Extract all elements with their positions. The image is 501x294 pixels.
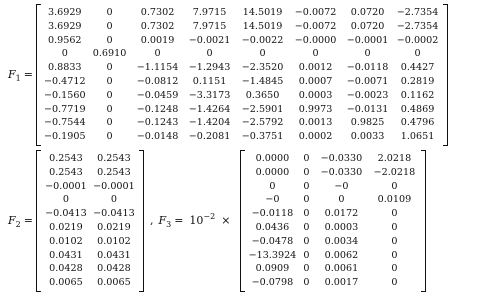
- f1-matrix-cell: −2.3520: [241, 62, 284, 74]
- f1-matrix-cell: 0: [106, 62, 113, 74]
- f2-matrix-cell: 0.0065: [97, 277, 131, 289]
- f1-matrix-cell: 0.0720: [350, 20, 385, 32]
- f1-matrix-cell: −0.0002: [396, 34, 439, 46]
- f1-matrix-cell: 0: [106, 20, 113, 32]
- f1-matrix-cell: −0.0131: [346, 103, 389, 115]
- f3-matrix-row: [246, 248, 420, 262]
- f1-matrix-cell: 0: [312, 48, 319, 60]
- f1-matrix-cell: −2.7354: [396, 7, 439, 19]
- f3-matrix-cell: 0.0062: [324, 249, 359, 261]
- f3-matrix: [240, 150, 426, 292]
- f3-matrix-cell: −0.0798: [251, 277, 294, 289]
- f1-matrix-cell: 0.2819: [400, 76, 435, 87]
- f1-matrix-row: [42, 34, 442, 48]
- f3-matrix-cell: 0.0109: [377, 194, 412, 206]
- f1-matrix-cell: 0.0720: [350, 7, 385, 19]
- f1-matrix-cell: 0.1151: [192, 76, 227, 87]
- f1-matrix-row: [42, 102, 442, 116]
- f1-matrix-cell: −0.4712: [43, 76, 86, 87]
- f2-matrix-row: [42, 262, 138, 276]
- f3-matrix-cell: 0.0000: [255, 166, 290, 178]
- f3-matrix-cell: 0: [338, 194, 345, 206]
- f1-matrix-cell: −1.4264: [188, 103, 231, 115]
- f3-matrix-cell: −0: [334, 180, 349, 192]
- f1-equation: [8, 4, 448, 146]
- f1-matrix-cell: −0.1248: [136, 103, 179, 115]
- f3-matrix-cell: −0.0330: [320, 166, 363, 178]
- f3-matrix-cell: 0: [269, 180, 276, 192]
- f1-matrix-row: [42, 130, 442, 144]
- f1-matrix-cell: 0: [106, 34, 113, 46]
- f1-matrix-cell: 0.9825: [350, 117, 385, 129]
- f1-matrix-cell: 0.0002: [298, 131, 333, 143]
- f2-matrix-row: [42, 193, 138, 207]
- f2-equals: =: [23, 214, 33, 228]
- f3-matrix-cell: 0.0909: [255, 263, 290, 275]
- f1-matrix-row: [42, 75, 442, 89]
- f3-matrix-cell: 2.0218: [377, 153, 412, 165]
- f3-matrix-cell: −0.0330: [320, 153, 363, 165]
- f1-label: $F_1$: [8, 68, 21, 84]
- f1-matrix-cell: 0: [106, 76, 113, 87]
- f1-matrix-cell: −0.0459: [136, 89, 179, 101]
- f2-equation: [8, 150, 426, 292]
- f3-matrix-cell: 0: [303, 249, 310, 261]
- f1-matrix-cell: 0.0003: [298, 89, 333, 101]
- f1-matrix-cell: −1.1154: [136, 62, 179, 74]
- f2-matrix-cell: −0.0413: [45, 208, 87, 220]
- f2-label: $F_2$: [8, 214, 21, 230]
- f3-matrix-cell: 0: [391, 235, 398, 247]
- f1-matrix-cell: 0.0012: [298, 62, 333, 74]
- f1-matrix-cell: −0.0072: [294, 7, 337, 19]
- f2-matrix-row: [42, 166, 138, 180]
- f1-matrix-cell: −0.0072: [294, 20, 337, 32]
- f2-matrix-table: [42, 152, 138, 290]
- f1-matrix-cell: 0.0007: [298, 76, 333, 87]
- f1-matrix-cell: 0.1162: [400, 89, 435, 101]
- f2-matrix-row: [42, 248, 138, 262]
- f3-matrix-cell: 0: [303, 208, 310, 220]
- f1-matrix-cell: 0.7302: [140, 7, 175, 19]
- f1-matrix-cell: −1.4204: [188, 117, 231, 129]
- f2-matrix-row: [42, 152, 138, 166]
- f1-matrix-cell: 14.5019: [242, 7, 283, 19]
- f2-matrix-cell: 0.0431: [97, 249, 131, 261]
- f1-matrix-row: [42, 6, 442, 20]
- f2-matrix: [36, 150, 144, 292]
- f1-matrix-cell: 7.9715: [192, 20, 227, 32]
- f1-matrix-row: [42, 89, 442, 103]
- f1-matrix-cell: −1.2943: [188, 62, 231, 74]
- f1-matrix-cell: −0.0071: [346, 76, 389, 87]
- f3-matrix-cell: 0: [303, 277, 310, 289]
- f1-matrix-cell: −0.0118: [346, 62, 389, 74]
- f3-matrix-cell: 0: [303, 153, 310, 165]
- f3-matrix-cell: −13.3924: [248, 249, 297, 261]
- f3-matrix-row: [246, 152, 420, 166]
- f3-matrix-cell: 0: [303, 166, 310, 178]
- f2-matrix-cell: 0.0431: [49, 249, 83, 261]
- f2-matrix-row: [42, 207, 138, 221]
- f1-matrix-cell: −0.0812: [136, 76, 179, 87]
- f1-matrix-cell: 0.9562: [47, 34, 82, 46]
- f1-matrix-row: [42, 47, 442, 61]
- f2-matrix-cell: 0.0102: [97, 235, 131, 247]
- f3-matrix-cell: 0: [303, 235, 310, 247]
- f3-matrix-cell: 0.0061: [324, 263, 359, 275]
- f3-matrix-cell: −0: [265, 194, 280, 206]
- f1-matrix-cell: 0.9973: [298, 103, 333, 115]
- f2-matrix-row: [42, 276, 138, 290]
- f3-matrix-cell: 0.0003: [324, 222, 359, 233]
- f1-matrix-cell: 0: [106, 89, 113, 101]
- f1-matrix-cell: −0.0023: [346, 89, 389, 101]
- f3-matrix-table: [246, 152, 420, 290]
- f1-matrix-cell: 0.4796: [400, 117, 435, 129]
- f3-matrix-cell: 0.0172: [324, 208, 359, 220]
- f1-matrix-cell: 0.4869: [400, 103, 435, 115]
- f1-matrix-cell: 0: [106, 7, 113, 19]
- f1-matrix-cell: −0.0021: [188, 34, 231, 46]
- f2-matrix-row: [42, 235, 138, 249]
- f2-matrix-cell: 0.2543: [97, 153, 131, 165]
- f3-matrix-cell: 0: [303, 263, 310, 275]
- f1-matrix-cell: 3.6929: [47, 20, 82, 32]
- f1-matrix-cell: −2.5792: [241, 117, 284, 129]
- f3-matrix-cell: 0: [391, 277, 398, 289]
- f1-matrix-cell: 14.5019: [242, 20, 283, 32]
- f1-equals: =: [23, 68, 33, 82]
- f3-matrix-cell: −0.0118: [251, 208, 294, 220]
- f2-matrix-cell: 0.0219: [97, 222, 131, 233]
- f2-matrix-cell: 0.2543: [49, 166, 83, 178]
- f3-matrix-row: [246, 193, 420, 207]
- f1-matrix-cell: 0.0019: [140, 34, 175, 46]
- f3-matrix-row: [246, 180, 420, 194]
- f2-matrix-cell: 0: [110, 194, 117, 206]
- f1-matrix-cell: 0.0013: [298, 117, 333, 129]
- f3-matrix-row: [246, 262, 420, 276]
- f3-matrix-cell: −2.0218: [373, 166, 416, 178]
- f2-matrix-row: [42, 221, 138, 235]
- f1-matrix-cell: 0: [106, 117, 113, 129]
- f1-matrix-cell: 0: [106, 131, 113, 143]
- f1-matrix-cell: −0.0000: [294, 34, 337, 46]
- f3-equals: =: [174, 214, 184, 228]
- f1-matrix-cell: 0: [106, 103, 113, 115]
- f1-matrix-cell: 0.7302: [140, 20, 175, 32]
- f1-matrix-cell: 0.6910: [92, 48, 127, 60]
- f2-matrix-cell: 0.0219: [49, 222, 83, 233]
- f1-matrix-cell: 0: [259, 48, 266, 60]
- f1-matrix-cell: 7.9715: [192, 7, 227, 19]
- f3-matrix-cell: 0: [303, 194, 310, 206]
- f3-matrix-cell: 0: [391, 222, 398, 233]
- f3-matrix-cell: 0: [391, 263, 398, 275]
- f3-matrix-row: [246, 276, 420, 290]
- f1-matrix-cell: −2.5901: [241, 103, 284, 115]
- f1-matrix-cell: −0.1560: [43, 89, 86, 101]
- f3-times: ×: [221, 214, 231, 228]
- f3-matrix-cell: −0.0478: [251, 235, 294, 247]
- f3-matrix-row: [246, 166, 420, 180]
- f1-matrix-cell: 3.6929: [47, 7, 82, 19]
- f1-matrix-cell: 0.0033: [350, 131, 385, 143]
- f3-scale-factor: $10^{-2}$: [189, 212, 216, 228]
- f3-matrix-cell: 0: [391, 208, 398, 220]
- f2-matrix-row: [42, 180, 138, 194]
- f1-matrix-cell: 0: [61, 48, 68, 60]
- f2-matrix-cell: 0.0428: [97, 263, 131, 275]
- f1-matrix-cell: 0.8833: [47, 62, 82, 74]
- f1-matrix-cell: 0: [154, 48, 161, 60]
- f3-matrix-row: [246, 235, 420, 249]
- f2-matrix-cell: −0.0413: [93, 208, 135, 220]
- f2-matrix-cell: −0.0001: [45, 180, 87, 192]
- f2-matrix-cell: 0.0065: [49, 277, 83, 289]
- f1-matrix-table: [42, 6, 442, 144]
- f3-matrix-cell: 0: [303, 180, 310, 192]
- f2-matrix-cell: 0.2543: [97, 166, 131, 178]
- f1-matrix-cell: −2.7354: [396, 20, 439, 32]
- f1-matrix-cell: 0: [206, 48, 213, 60]
- f1-matrix-cell: −0.2081: [188, 131, 231, 143]
- f1-matrix-cell: 1.0651: [400, 131, 435, 143]
- f1-matrix-row: [42, 116, 442, 130]
- f3-label: $F_3$: [158, 214, 172, 230]
- f2-matrix-cell: 0: [62, 194, 69, 206]
- f1-matrix: [36, 4, 448, 146]
- f1-matrix-row: [42, 61, 442, 75]
- f1-matrix-row: [42, 20, 442, 34]
- f3-matrix-row: [246, 221, 420, 235]
- f1-matrix-cell: 0: [364, 48, 371, 60]
- f2-matrix-cell: 0.0428: [49, 263, 83, 275]
- f1-matrix-cell: −1.4845: [241, 76, 284, 87]
- f1-matrix-cell: −0.7719: [43, 103, 86, 115]
- f1-matrix-cell: 0.3650: [245, 89, 280, 101]
- matrix-separator: ,: [149, 214, 154, 228]
- f3-matrix-cell: 0.0436: [255, 222, 290, 233]
- f3-matrix-row: [246, 207, 420, 221]
- f1-matrix-cell: 0: [414, 48, 421, 60]
- f1-matrix-cell: −0.0001: [346, 34, 389, 46]
- f1-matrix-cell: 0.4427: [400, 62, 435, 74]
- f3-matrix-cell: 0.0000: [255, 153, 290, 165]
- f1-matrix-cell: −0.7544: [43, 117, 86, 129]
- f3-matrix-cell: 0: [391, 249, 398, 261]
- f1-matrix-cell: −0.0148: [136, 131, 179, 143]
- f1-matrix-cell: −0.1905: [43, 131, 86, 143]
- f1-matrix-cell: −0.0022: [241, 34, 284, 46]
- f2-matrix-cell: −0.0001: [93, 180, 135, 192]
- f3-matrix-cell: 0.0017: [324, 277, 359, 289]
- f2-matrix-cell: 0.2543: [49, 153, 83, 165]
- f1-matrix-cell: −3.3173: [188, 89, 231, 101]
- f1-matrix-cell: −0.3751: [241, 131, 284, 143]
- f3-matrix-cell: 0: [303, 222, 310, 233]
- f3-matrix-cell: 0.0034: [324, 235, 359, 247]
- f3-matrix-cell: 0: [391, 180, 398, 192]
- f2-matrix-cell: 0.0102: [49, 235, 83, 247]
- f1-matrix-cell: −0.1243: [136, 117, 179, 129]
